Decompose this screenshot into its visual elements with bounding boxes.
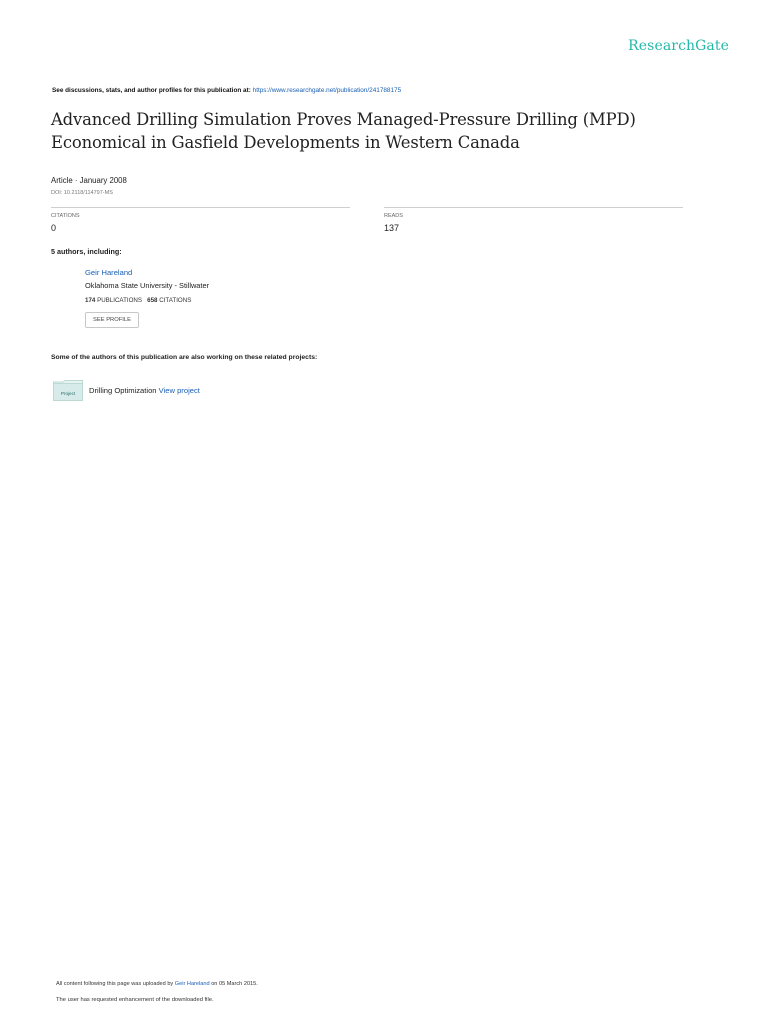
citations-divider — [51, 207, 350, 208]
author-stats — [85, 297, 191, 304]
project-folder-icon — [53, 380, 83, 401]
citations-value: 0 — [51, 223, 57, 233]
related-projects-heading: Some of the authors of this publication are also working on these related projects: — [51, 354, 318, 361]
publication-title: Advanced Drilling Simulation Proves Managed-Pressure Drilling (MPD) Economical in Gasfield Developments in Western Canada — [51, 110, 636, 152]
project-row — [89, 386, 200, 395]
author-institution: Oklahoma State University - Stillwater — [85, 281, 210, 290]
researchgate-logo[interactable]: ResearchGate — [628, 38, 729, 54]
project-name: Drilling Optimization — [89, 386, 157, 395]
authors-heading: 5 authors, including: — [51, 247, 122, 256]
project-icon-label: Project — [60, 391, 76, 396]
reads-value: 137 — [384, 223, 400, 233]
uploader-link[interactable]: Geir Hareland — [174, 981, 210, 987]
reads-label: READS — [384, 213, 403, 219]
discussion-prefix: See discussions, stats, and author profiles for this publication at: — [52, 87, 251, 94]
upload-suffix: on 05 March 2015. — [211, 981, 258, 987]
view-project-link[interactable]: View project — [158, 386, 200, 395]
citations-label: CITATIONS — [51, 213, 80, 219]
author-citations-count: 658 — [147, 297, 158, 304]
upload-prefix: All content following this page was uploaded by — [56, 981, 174, 987]
author-publications-label: PUBLICATIONS — [97, 297, 142, 304]
doi-text: DOI: 10.2118/114797-MS — [51, 190, 113, 196]
author-citations-label: CITATIONS — [159, 297, 192, 304]
reads-divider — [384, 207, 683, 208]
request-note: The user has requested enhancement of the downloaded file. — [56, 997, 214, 1003]
folder-icon — [53, 380, 83, 401]
upload-note — [56, 981, 258, 987]
article-type-date: Article · January 2008 — [51, 176, 127, 185]
publication-link[interactable]: https://www.researchgate.net/publication/241788175 — [252, 87, 402, 94]
see-profile-button[interactable]: SEE PROFILE — [85, 312, 139, 328]
author-publications-count: 174 — [85, 297, 96, 304]
discussion-line — [52, 87, 401, 94]
author-name-link[interactable]: Geir Hareland — [85, 268, 133, 277]
